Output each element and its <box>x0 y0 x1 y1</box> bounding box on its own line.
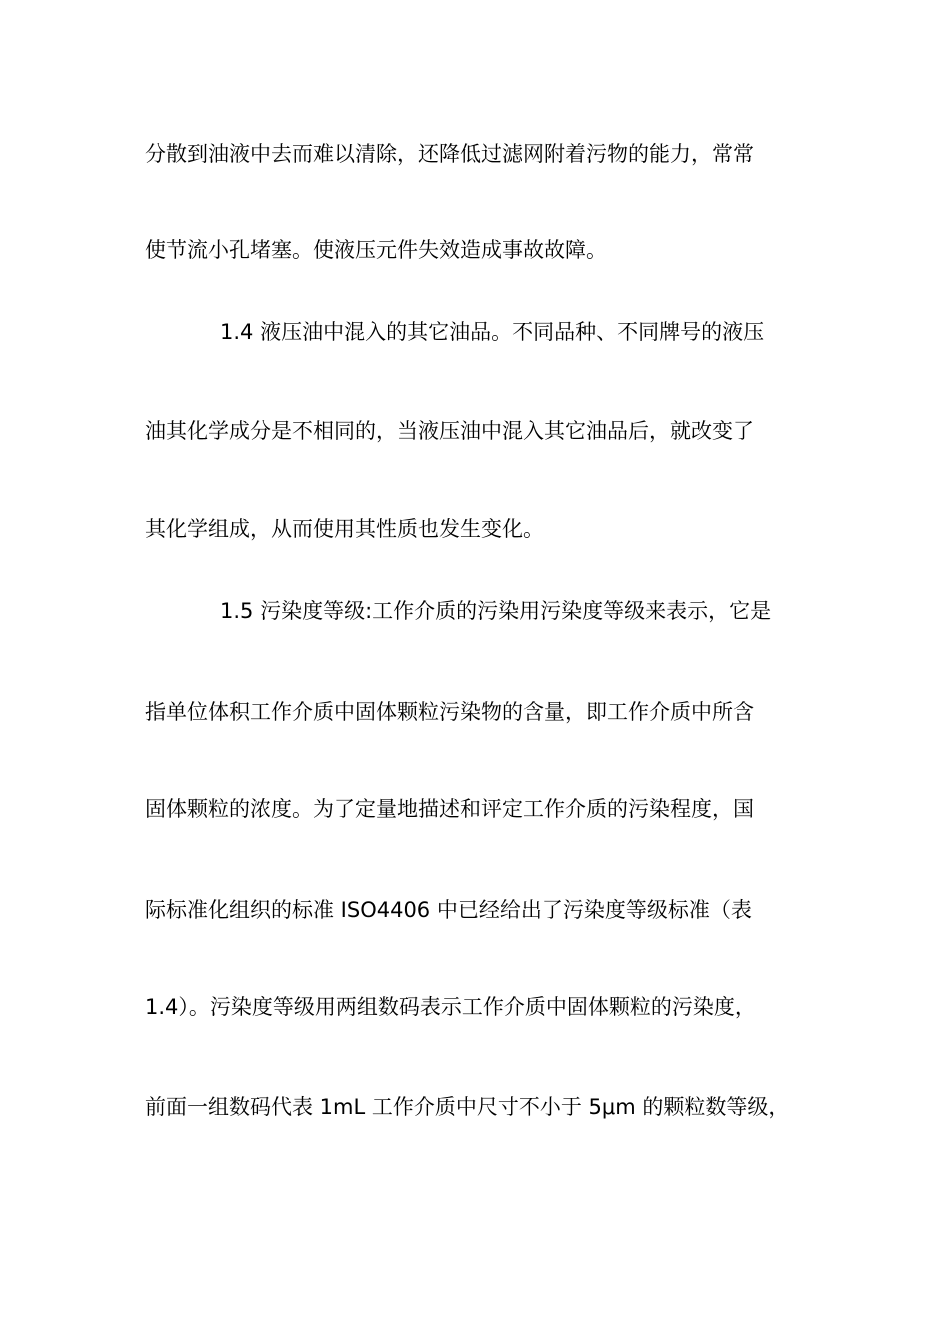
paragraph-line: 分散到油液中去而难以清除，还降低过滤网附着污物的能力，常常 <box>145 142 754 166</box>
paragraph-line: 固体颗粒的浓度。为了定量地描述和评定工作介质的污染程度，国 <box>145 797 754 821</box>
paragraph-line: 其化学组成，从而使用其性质也发生变化。 <box>145 517 544 541</box>
paragraph-line: 1.5 污染度等级:工作介质的污染用污染度等级来表示，它是 <box>220 599 772 623</box>
paragraph-line: 1.4）。污染度等级用两组数码表示工作介质中固体颗粒的污染度， <box>145 995 756 1019</box>
paragraph-line: 指单位体积工作介质中固体颗粒污染物的含量，即工作介质中所含 <box>145 700 754 724</box>
paragraph-line: 使节流小孔堵塞。使液压元件失效造成事故故障。 <box>145 238 607 262</box>
paragraph-line: 1.4 液压油中混入的其它油品。不同品种、不同牌号的液压 <box>220 320 765 344</box>
paragraph-line: 油其化学成分是不相同的，当液压油中混入其它油品后，就改变了 <box>145 419 754 443</box>
paragraph-line: 际标准化组织的标准 ISO4406 中已经给出了污染度等级标准（表 <box>145 898 752 922</box>
paragraph-line: 前面一组数码代表 1mL 工作介质中尺寸不小于 5μm 的颗粒数等级， <box>145 1095 790 1119</box>
